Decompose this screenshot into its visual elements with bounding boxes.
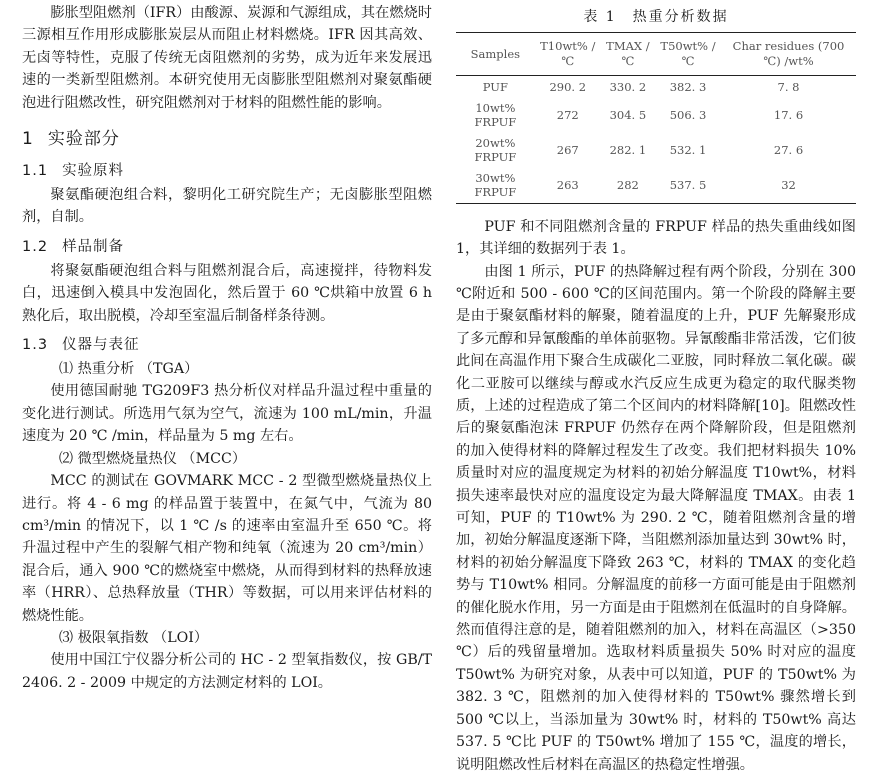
table-cell: 532. 1 bbox=[669, 142, 707, 157]
table-cell: 267 bbox=[556, 142, 579, 157]
section-1-heading bbox=[22, 124, 432, 149]
section-number: 1 bbox=[22, 129, 34, 150]
table-cell: 537. 5 bbox=[669, 178, 707, 193]
section-number: 1.3 bbox=[22, 337, 49, 354]
table-cell: 30wt% FRPUF bbox=[474, 171, 517, 200]
results-paragraph-1: PUF 和不同阻燃剂含量的 FRPUF 样品的热失重曲线如图 1，其详细的数据列于表 1。 bbox=[456, 218, 856, 258]
materials-paragraph: 聚氨酯硬泡组合料，黎明化工研究院生产；无卤膨胀型阻燃剂，自制。 bbox=[22, 187, 432, 226]
table-row bbox=[456, 97, 856, 132]
column-header: Samples bbox=[470, 46, 521, 61]
tga-subheading: ⑴ 热重分析 （TGA） bbox=[58, 361, 199, 378]
column-header: T50wt% /℃ bbox=[660, 39, 716, 68]
table-cell: 27. 6 bbox=[773, 142, 804, 157]
table-cell: 382. 3 bbox=[669, 79, 707, 94]
table-cell: 10wt% FRPUF bbox=[474, 100, 517, 129]
table-cell: 506. 3 bbox=[669, 107, 707, 122]
table-cell: 20wt% FRPUF bbox=[474, 135, 517, 164]
loi-subheading: ⑶ 极限氧指数 （LOI） bbox=[58, 629, 209, 646]
table-cell: 282 bbox=[616, 178, 639, 193]
table-cell: 304. 5 bbox=[609, 107, 647, 122]
column-header: Char residues (700 ℃) /wt% bbox=[732, 39, 845, 68]
table-row bbox=[456, 168, 856, 204]
mcc-subheading: ⑵ 微型燃烧量热仪 （MCC） bbox=[58, 450, 247, 467]
mcc-paragraph: MCC 的测试在 GOVMARK MCC - 2 型微型燃烧量热仪上进行。将 4 - 6 mg 的样品置于装置中，在氮气中，气流为 80 cm³/min 的情况下，以 1 ℃ /s 的速率由室温升至 650 ℃。将升温过程中产生的裂解气相产物和纯氧（流速为 20 cm³/min）混合后，通入 900 ℃的燃烧室中燃烧，从而得到材料的热释放速率（HRR）、总热释放量（THR）等数据，可以用来评估材料的燃烧性能。 bbox=[22, 473, 432, 624]
section-number: 1.1 bbox=[22, 163, 49, 180]
section-1-2-heading bbox=[22, 235, 432, 256]
table-cell: 282. 1 bbox=[609, 142, 647, 157]
table-cell: 290. 2 bbox=[549, 79, 587, 94]
tga-data-table bbox=[456, 32, 856, 204]
table-row bbox=[456, 76, 856, 98]
table-cell: 7. 8 bbox=[777, 79, 800, 94]
table-cell: 263 bbox=[556, 178, 579, 193]
intro-paragraph: 膨胀型阻燃剂（IFR）由酸源、炭源和气源组成，其在燃烧时三源相互作用形成膨胀炭层从而阻止材料燃烧。IFR 因其高效、无卤等特性，克服了传统无卤阻燃剂的劣势，成为近年来发展迅速的一类新型阻燃剂。本研究使用无卤膨胀型阻燃剂对聚氨酯硬泡进行阻燃改性，研究阻燃剂对于材料的阻燃性能的影响。 bbox=[22, 5, 432, 111]
table-cell: PUF bbox=[482, 79, 508, 94]
loi-paragraph: 使用中国江宁仪器分析公司的 HC - 2 型氧指数仪，按 GB/T 2406. 2 - 2009 中规定的方法测定材料的 LOI。 bbox=[22, 652, 432, 691]
section-title: 仪器与表征 bbox=[62, 337, 140, 354]
preparation-paragraph: 将聚氨酯硬泡组合料与阻燃剂混合后，高速搅拌，待物料发白，迅速倒入模具中发泡固化，然后置于 60 ℃烘箱中放置 6 h 熟化后，取出脱模，冷却至室温后制备样条待测。 bbox=[22, 262, 432, 324]
section-number: 1.2 bbox=[22, 238, 49, 255]
section-1-3-heading bbox=[22, 333, 432, 354]
tga-paragraph: 使用德国耐驰 TG209F3 热分析仪对样品升温过程中重量的变化进行测试。所选用气氛为空气，流速为 100 mL/min，升温速度为 20 ℃ /min，样品量为 5 mg 左右。 bbox=[22, 383, 432, 445]
column-header: T10wt% /℃ bbox=[540, 39, 596, 68]
table-cell: 32 bbox=[781, 178, 796, 193]
results-paragraph-2: 由图 1 所示，PUF 的热降解过程有两个阶段，分别在 300 ℃附近和 500 - 600 ℃的区间范围内。第一个阶段的降解主要是由于聚氨酯材料的解聚，随着温度的上升，PUF 先解聚形成了多元醇和异氰酸酯的单体前驱物。异氰酸酯非常活泼，它们彼此间在高温作用下聚合生成碳化二亚胺，同时释放二氧化碳。碳化二亚胺可以继续与醇或水汽反应生成更为稳定的取代脲类物质，上述的过程造成了第二个区间内的材料降解[10]。阻燃改性后的聚氨酯泡沫 FRPUF 仍然存在两个降解阶段，但是阻燃剂的加入使得材料的降解过程发生了改变。我们把材料损失 10% 质量时对应的温度规定为材料的初始分解温度 T10wt%，材料损失速率最快对应的温度设定为最大降解温度 TMAX。由表 1 可知，PUF 的 T10wt% 为 290. 2 ℃，随着阻燃剂含量的增加，初始分解温度逐渐下降，当阻燃剂添加量达到 30wt% 时，材料的初始分解温度下降致 263 ℃，材料的 TMAX 的变化趋势与 T10wt% 相同。分解温度的前移一方面可能是由于阻燃剂的催化脱水作用，另一方面是由于阻燃剂在低温时的自身降解。然而值得注意的是，随着阻燃剂的加入，材料在高温区（>350 ℃）后的残留量增加。选取材料质量损失 50% 时对应的温度 T50wt% 为研究对象，从表中可以知道，PUF 的 T50wt% 为 382. 3 ℃，阻燃剂的加入使得材料的 T50wt% 骤然增长到 500 ℃以上，当添加量为 30wt% 时，材料的 T50wt% 高达 537. 5 ℃比 PUF 的 T50wt% 增加了 155 ℃，温度的增长，说明阻燃改性后材料在高温区的热稳定性增强。 bbox=[456, 263, 856, 773]
column-header: TMAX /℃ bbox=[606, 39, 650, 68]
table-title: 表 1 热重分析数据 bbox=[583, 9, 729, 25]
left-column bbox=[22, 0, 432, 694]
table-row bbox=[456, 132, 856, 167]
table-cell: 330. 2 bbox=[609, 79, 647, 94]
table-header-row bbox=[456, 33, 856, 76]
section-1-1-heading bbox=[22, 159, 432, 180]
right-column bbox=[456, 0, 856, 776]
table-cell: 17. 6 bbox=[773, 107, 804, 122]
table-cell: 272 bbox=[556, 107, 579, 122]
section-title: 样品制备 bbox=[62, 238, 125, 255]
section-title: 实验原料 bbox=[62, 163, 125, 180]
section-title: 实验部分 bbox=[47, 129, 120, 150]
